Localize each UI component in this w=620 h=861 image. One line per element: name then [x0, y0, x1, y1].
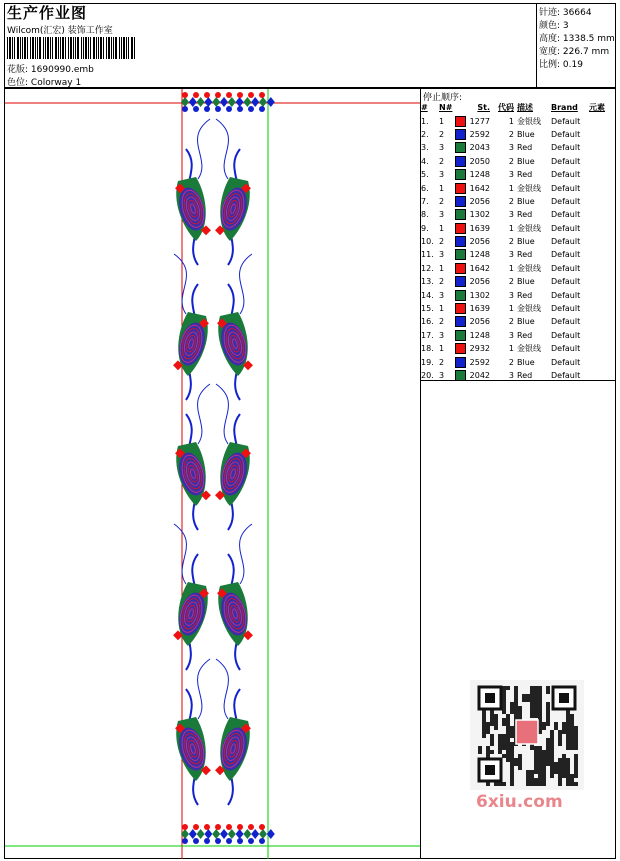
row-element [589, 181, 613, 194]
row-description: 金银线 [517, 223, 541, 233]
row-element [589, 329, 613, 342]
row-index: 1. [421, 116, 429, 126]
row-needle: 3 [439, 210, 445, 220]
row-stitches: 1302 [469, 290, 490, 300]
row-element [589, 248, 613, 261]
row-brand: Default [551, 250, 581, 260]
col-needle: N# [439, 103, 453, 113]
company-name: Wilcom(汇宏) 装饰工作室 [7, 26, 113, 36]
row-needle: 2 [439, 156, 445, 166]
row-element [589, 128, 613, 141]
row-code: 3 [508, 143, 514, 153]
row-color-swatch [455, 329, 468, 342]
row-stitches: 2050 [469, 156, 490, 166]
row-brand: Default [551, 170, 581, 180]
row-stitches: 1642 [469, 183, 490, 193]
table-row [421, 208, 613, 221]
row-code: 2 [508, 277, 514, 287]
row-code: 1 [508, 263, 514, 273]
row-brand: Default [551, 330, 581, 340]
row-needle: 2 [439, 277, 445, 287]
row-brand: Default [551, 357, 581, 367]
row-description: 金银线 [517, 183, 541, 193]
row-needle: 1 [439, 263, 445, 273]
table-row [421, 302, 613, 315]
row-element [589, 155, 613, 168]
table-row [421, 141, 613, 154]
stat-height: 高度: 1338.5 mm [539, 34, 615, 44]
row-description: Blue [517, 357, 535, 367]
row-color-swatch [455, 355, 468, 368]
row-index: 2. [421, 129, 429, 139]
row-index: 13. [421, 277, 434, 287]
row-description: Red [517, 250, 533, 260]
row-color-swatch [455, 114, 468, 127]
row-index: 10. [421, 237, 434, 247]
row-stitches: 2043 [469, 143, 490, 153]
color-swatch [455, 357, 466, 368]
row-stitches: 1639 [469, 223, 490, 233]
row-needle: 3 [439, 250, 445, 260]
row-stitches: 2056 [469, 317, 490, 327]
row-description: Red [517, 371, 533, 380]
pattern-line [7, 62, 94, 75]
row-element [589, 275, 613, 288]
row-code: 2 [508, 129, 514, 139]
row-code: 3 [508, 210, 514, 220]
row-color-swatch [455, 208, 468, 221]
row-code: 2 [508, 357, 514, 367]
row-stitches: 1639 [469, 304, 490, 314]
row-color-swatch [455, 181, 468, 194]
col-description: 描述 [517, 103, 533, 113]
row-element [589, 195, 613, 208]
table-header-row [421, 101, 613, 114]
row-index: 7. [421, 196, 429, 206]
row-brand: Default [551, 196, 581, 206]
row-needle: 1 [439, 304, 445, 314]
row-brand: Default [551, 317, 581, 327]
col-brand: Brand [551, 103, 578, 113]
colorway-line [7, 75, 81, 88]
row-color-swatch [455, 275, 468, 288]
row-index: 8. [421, 210, 429, 220]
table-row [421, 262, 613, 275]
colorway-value: Colorway 1 [30, 78, 82, 88]
row-brand: Default [551, 304, 581, 314]
row-description: Blue [517, 277, 535, 287]
row-element [589, 114, 613, 127]
row-index: 6. [421, 183, 429, 193]
color-swatch [455, 209, 466, 220]
colorway-label: 色位: [7, 78, 29, 88]
color-swatch [455, 116, 466, 127]
row-index: 9. [421, 223, 429, 233]
row-needle: 2 [439, 196, 445, 206]
row-description: Red [517, 210, 533, 220]
color-swatch [455, 129, 466, 140]
row-needle: 1 [439, 223, 445, 233]
row-brand: Default [551, 156, 581, 166]
row-description: Blue [517, 156, 535, 166]
row-stitches: 2056 [469, 277, 490, 287]
row-brand: Default [551, 263, 581, 273]
color-swatch [455, 263, 466, 274]
table-row [421, 288, 613, 301]
row-needle: 3 [439, 330, 445, 340]
row-element [589, 302, 613, 315]
row-description: Red [517, 143, 533, 153]
row-description: 金银线 [517, 344, 541, 354]
row-brand: Default [551, 344, 581, 354]
color-swatch [455, 196, 466, 207]
table-row [421, 355, 613, 368]
row-needle: 3 [439, 143, 445, 153]
col-stitches: St. [477, 103, 490, 113]
color-swatch [455, 316, 466, 327]
row-stitches: 2042 [469, 371, 490, 380]
row-code: 3 [508, 170, 514, 180]
row-brand: Default [551, 183, 581, 193]
color-swatch [455, 343, 466, 354]
row-stitches: 2056 [469, 196, 490, 206]
table-row [421, 181, 613, 194]
row-code: 1 [508, 116, 514, 126]
row-code: 2 [508, 156, 514, 166]
row-needle: 2 [439, 357, 445, 367]
table-row [421, 369, 613, 382]
color-swatch [455, 276, 466, 287]
table-row [421, 248, 613, 261]
qr-code-icon [470, 680, 584, 790]
row-color-swatch [455, 128, 468, 141]
color-swatch [455, 169, 466, 180]
col-index: # [421, 103, 428, 113]
row-index: 19. [421, 357, 434, 367]
color-swatch [455, 236, 466, 247]
row-brand: Default [551, 210, 581, 220]
row-element [589, 262, 613, 275]
row-element [589, 141, 613, 154]
row-code: 1 [508, 183, 514, 193]
row-brand: Default [551, 371, 581, 380]
color-swatch [455, 142, 466, 153]
row-element [589, 355, 613, 368]
table-row [421, 128, 613, 141]
row-code: 3 [508, 330, 514, 340]
col-swatch [455, 101, 468, 114]
row-description: 金银线 [517, 263, 541, 273]
table-row [421, 329, 613, 342]
row-stitches: 1642 [469, 263, 490, 273]
stat-colors: 颜色: 3 [539, 21, 569, 31]
row-index: 14. [421, 290, 434, 300]
row-stitches: 1248 [469, 170, 490, 180]
stat-width: 宽度: 226.7 mm [539, 47, 610, 57]
color-swatch [455, 156, 466, 167]
table-row [421, 342, 613, 355]
color-swatch [455, 303, 466, 314]
row-color-swatch [455, 168, 468, 181]
row-description: 金银线 [517, 304, 541, 314]
row-color-swatch [455, 248, 468, 261]
row-brand: Default [551, 277, 581, 287]
barcode-icon [7, 37, 137, 59]
color-swatch [455, 290, 466, 301]
row-brand: Default [551, 290, 581, 300]
row-color-swatch [455, 369, 468, 382]
row-code: 2 [508, 196, 514, 206]
row-element [589, 342, 613, 355]
row-element [589, 369, 613, 382]
row-brand: Default [551, 237, 581, 247]
row-needle: 2 [439, 129, 445, 139]
row-element [589, 208, 613, 221]
table-row [421, 114, 613, 127]
table-row [421, 222, 613, 235]
row-stitches: 2592 [469, 129, 490, 139]
row-needle: 2 [439, 237, 445, 247]
row-color-swatch [455, 315, 468, 328]
col-code: 代码 [498, 103, 514, 113]
row-color-swatch [455, 342, 468, 355]
row-index: 16. [421, 317, 434, 327]
row-description: Blue [517, 196, 535, 206]
row-element [589, 222, 613, 235]
row-description: 金银线 [517, 116, 541, 126]
pattern-label: 花版: [7, 65, 29, 75]
watermark-text: 6xiu.com [476, 792, 563, 812]
row-code: 3 [508, 371, 514, 380]
pattern-value: 1690990.emb [30, 65, 94, 75]
row-description: Red [517, 330, 533, 340]
page-title: 生产作业图 [7, 4, 88, 22]
row-code: 2 [508, 237, 514, 247]
row-needle: 1 [439, 183, 445, 193]
row-stitches: 1277 [469, 116, 490, 126]
row-element [589, 168, 613, 181]
row-brand: Default [551, 223, 581, 233]
table-row [421, 235, 613, 248]
row-description: Blue [517, 237, 535, 247]
row-stitches: 2056 [469, 237, 490, 247]
row-needle: 3 [439, 170, 445, 180]
row-description: Red [517, 170, 533, 180]
row-color-swatch [455, 155, 468, 168]
table-row [421, 315, 613, 328]
table-row [421, 155, 613, 168]
embroidery-design-preview [5, 89, 420, 859]
row-code: 1 [508, 223, 514, 233]
row-color-swatch [455, 302, 468, 315]
table-row [421, 168, 613, 181]
row-element [589, 235, 613, 248]
row-code: 1 [508, 344, 514, 354]
row-color-swatch [455, 195, 468, 208]
stat-stitches: 针迹: 36664 [539, 8, 592, 18]
stats-panel [536, 3, 617, 88]
color-swatch [455, 370, 466, 381]
row-brand: Default [551, 143, 581, 153]
color-swatch [455, 249, 466, 260]
row-color-swatch [455, 222, 468, 235]
row-needle: 3 [439, 371, 445, 380]
row-stitches: 1248 [469, 330, 490, 340]
stop-sequence-title: 停止顺序: [423, 93, 463, 103]
color-swatch [455, 223, 466, 234]
row-index: 18. [421, 344, 434, 354]
row-index: 5. [421, 170, 429, 180]
row-brand: Default [551, 116, 581, 126]
row-color-swatch [455, 288, 468, 301]
row-needle: 2 [439, 317, 445, 327]
row-index: 17. [421, 330, 434, 340]
row-stitches: 2592 [469, 357, 490, 367]
row-description: Red [517, 290, 533, 300]
row-code: 2 [508, 317, 514, 327]
color-swatch [455, 330, 466, 341]
color-swatch [455, 183, 466, 194]
row-color-swatch [455, 141, 468, 154]
row-needle: 3 [439, 290, 445, 300]
row-index: 15. [421, 304, 434, 314]
row-needle: 1 [439, 344, 445, 354]
row-index: 20. [421, 371, 434, 380]
row-stitches: 2932 [469, 344, 490, 354]
col-element: 元素 [589, 103, 605, 113]
row-index: 4. [421, 156, 429, 166]
row-index: 12. [421, 263, 434, 273]
row-needle: 1 [439, 116, 445, 126]
table-row [421, 275, 613, 288]
row-brand: Default [551, 129, 581, 139]
stat-scale: 比例: 0.19 [539, 60, 583, 70]
row-index: 3. [421, 143, 429, 153]
row-index: 11. [421, 250, 434, 260]
row-code: 1 [508, 304, 514, 314]
row-description: Blue [517, 317, 535, 327]
row-color-swatch [455, 262, 468, 275]
row-stitches: 1248 [469, 250, 490, 260]
table-row [421, 195, 613, 208]
row-element [589, 288, 613, 301]
row-description: Blue [517, 129, 535, 139]
row-code: 3 [508, 290, 514, 300]
row-stitches: 1302 [469, 210, 490, 220]
row-element [589, 315, 613, 328]
row-code: 3 [508, 250, 514, 260]
row-color-swatch [455, 235, 468, 248]
stop-sequence-table [421, 101, 613, 382]
